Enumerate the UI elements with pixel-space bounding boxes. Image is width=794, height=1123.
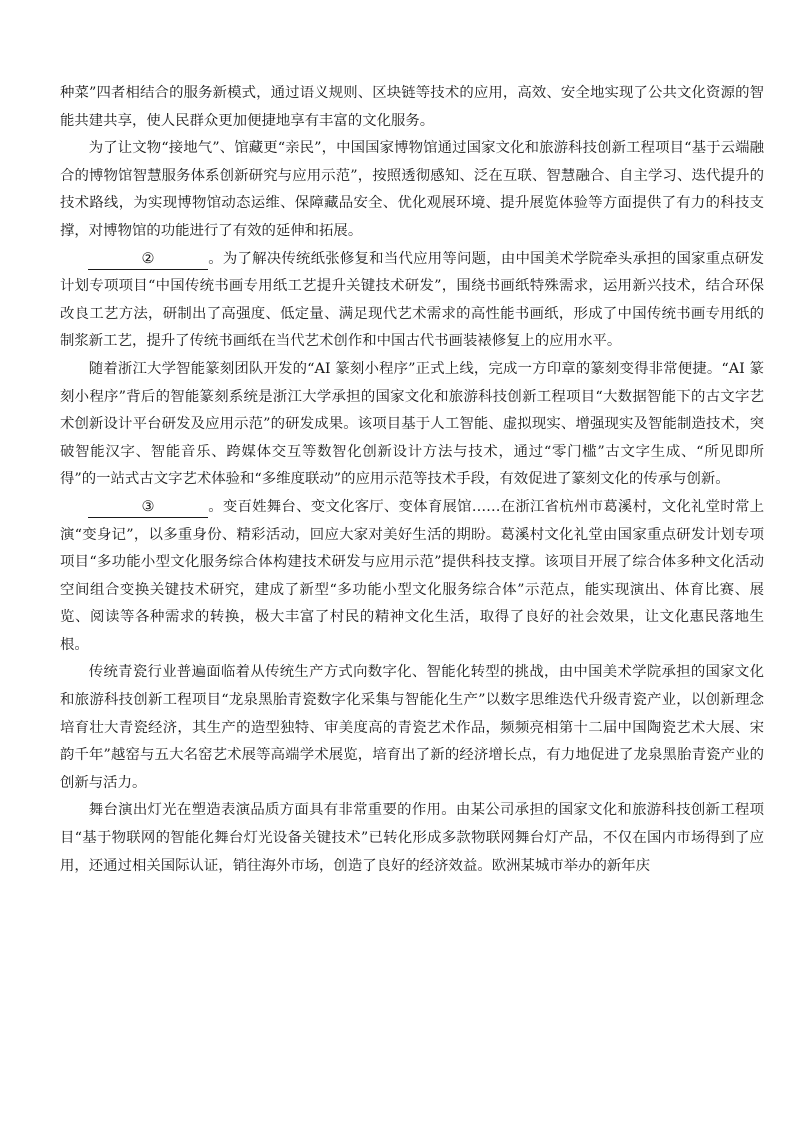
document-page — [60, 80, 764, 880]
fill-in-blank-2[interactable]: ② — [88, 249, 208, 270]
paragraph-1: 种菜”四者相结合的服务新模式，通过语义规则、区块链等技术的应用，高效、安全地实现了公共文化资源的智能共建共享，使人民群众更加便捷地享有丰富的文化服务。 — [60, 85, 764, 129]
paragraph-3 — [60, 246, 764, 356]
paragraph-4: 随着浙江大学智能篆刻团队开发的“AI 篆刻小程序”正式上线，完成一方印章的篆刻变得非常便捷。“AI 篆刻小程序”背后的智能篆刻系统是浙江大学承担的国家文化和旅游科技创新工程项目“大数据智能下的古文字艺术创新设计平台研发及应用示范”的研发成果。该项目基于人工智能、虚拟现实、增强现实及智能制造技术，突破智能汉字、智能音乐、跨媒体交互等数智化创新设计方法与技术，通过“零门槛”古文字生成、“所见即所得”的一站式古文字艺术体验和“多维度联动”的应用示范等技术手段，有效促进了篆刻文化的传承与创新。 — [60, 360, 764, 488]
paragraph-5-text: 。变百姓舞台、变文化客厅、变体育展馆……在浙江省杭州市葛溪村，文化礼堂时常上演“变身记”，以多重身份、精彩活动，回应大家对美好生活的期盼。葛溪村文化礼堂由国家重点研发计划专项项目“多功能小型文化服务综合体构建技术研发与应用示范”提供科技支撑。该项目开展了综合体多种文化活动空间组合变换关键技术研究，建成了新型“多功能小型文化服务综合体”示范点，能实现演出、体育比赛、展览、阅读等各种需求的转换，极大丰富了村民的精神文化生活，取得了良好的社会效果，让文化惠民落地生根。 — [60, 498, 764, 653]
paragraph-7: 舞台演出灯光在塑造表演品质方面具有非常重要的作用。由某公司承担的国家文化和旅游科技创新工程项目“基于物联网的智能化舞台灯光设备关键技术”已转化形成多款物联网舞台灯产品，不仅在国内市场得到了应用，还通过相关国际认证，销往海外市场，创造了良好的经济效益。欧洲某城市举办的新年庆 — [60, 802, 764, 874]
fill-in-blank-3[interactable]: ③ — [88, 497, 208, 518]
paragraph-6: 传统青瓷行业普遍面临着从传统生产方式向数字化、智能化转型的挑战，由中国美术学院承担的国家文化和旅游科技创新工程项目“龙泉黑胎青瓷数字化采集与智能化生产”以数字思维迭代升级青瓷产业，以创新理念培育壮大青瓷经济，其生产的造型独特、审美度高的青瓷艺术作品，频频亮相第十二届中国陶瓷艺术大展、宋韵千年”越窑与五大名窑艺术展等高端学术展览，培育出了新的经济增长点，有力地促进了龙泉黑胎青瓷产业的创新与活力。 — [60, 664, 764, 791]
paragraph-3-text: 。为了解决传统纸张修复和当代应用等问题，由中国美术学院牵头承担的国家重点研发计划专项项目“中国传统书画专用纸工艺提升关键技术研发”，围绕书画纸特殊需求，运用新兴技术，结合环保改良工艺方法，研制出了高强度、低定量、满足现代艺术需求的高性能书画纸，形成了中国传统书画专用纸的制浆新工艺，提升了传统书画纸在当代艺术创作和中国古代书画装裱修复上的应用水平。 — [60, 250, 764, 350]
paragraph-2: 为了让文物“接地气”、馆藏更“亲民”，中国国家博物馆通过国家文化和旅游科技创新工程项目“基于云端融合的博物馆智慧服务体系创新研究与应用示范”，按照透彻感知、泛在互联、智慧融合、自主学习、迭代提升的技术路线，为实现博物馆动态运维、保障藏品安全、优化观展环境、提升展览体验等方面提供了有力的科技支撑，对博物馆的功能进行了有效的延伸和拓展。 — [60, 140, 764, 239]
paragraph-5 — [60, 494, 764, 660]
